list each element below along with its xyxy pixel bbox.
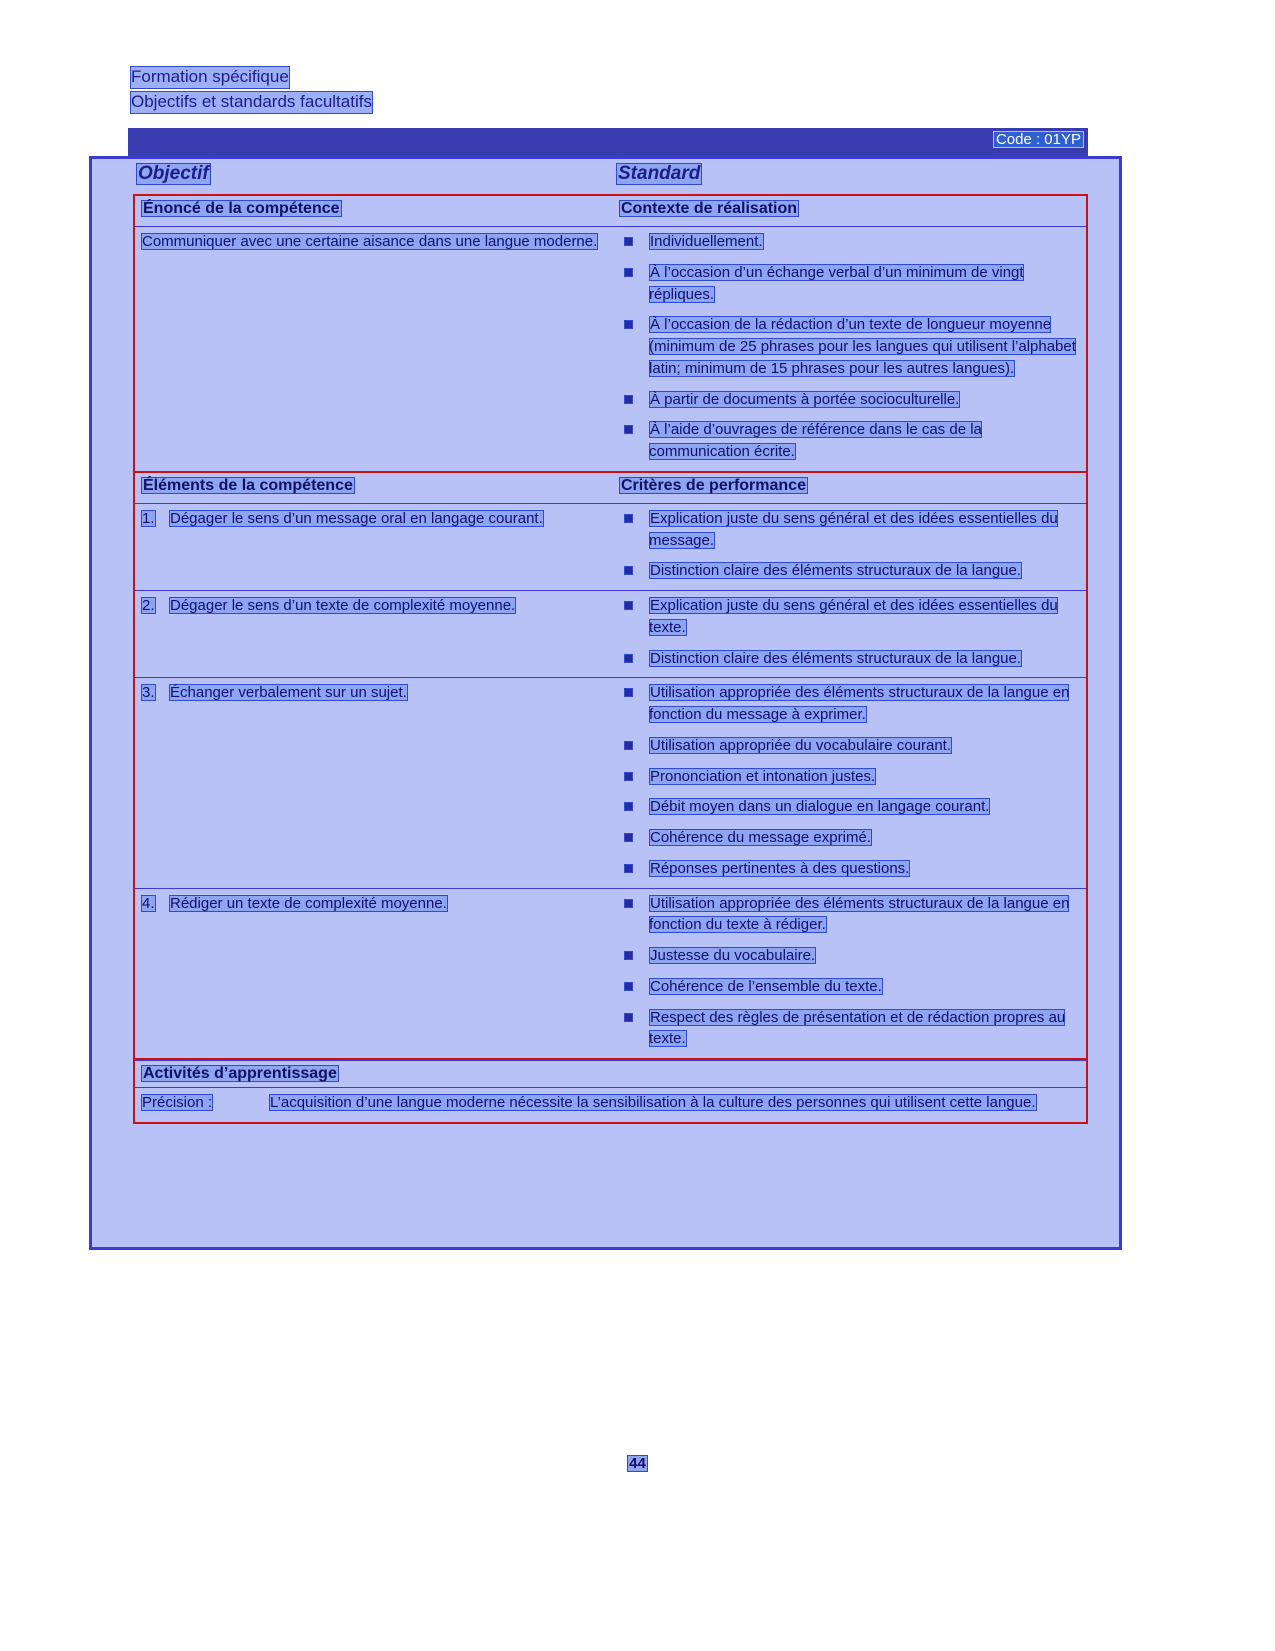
criteres-header-label: Critères de performance: [621, 476, 806, 494]
list-item: À partir de documents à portée socioculturelle.: [619, 389, 1080, 411]
list-item: Utilisation appropriée des éléments structuraux de la langue en fonction du message à exprimer.: [619, 682, 1080, 726]
enonce-header-cell: [135, 196, 613, 226]
criteres-header-cell: [613, 473, 1086, 503]
list-item: Explication juste du sens général et des idées essentielles du message.: [619, 508, 1080, 552]
criteres-cell: [613, 678, 1086, 887]
criteres-list: [619, 893, 1080, 1051]
list-item: À l’occasion d’un échange verbal d’un minimum de vingt répliques.: [619, 262, 1080, 306]
contexte-list-cell: [613, 227, 1086, 471]
standard-title: Standard: [618, 163, 701, 184]
header-line-2: Objectifs et standards facultatifs: [130, 91, 373, 114]
element-cell: [135, 504, 613, 590]
element-number: 4.: [142, 894, 155, 912]
document-header: [130, 66, 730, 116]
elements-header-label: Éléments de la compétence: [143, 476, 353, 494]
objectif-title: Objectif: [138, 163, 209, 184]
list-item: Cohérence de l’ensemble du texte.: [619, 976, 1080, 998]
contexte-list: [619, 231, 1080, 463]
list-item: À l’occasion de la rédaction d’un texte de longueur moyenne (minimum de 25 phrases pour les langues qui utilisent l’alphabet latin; minimum de 15 phrases pour les autres langues).: [619, 314, 1080, 379]
element-text: Dégager le sens d’un message oral en langage courant.: [170, 509, 543, 527]
numbered-element: [141, 893, 607, 915]
header-line-1: Formation spécifique: [130, 66, 290, 89]
activites-header-label: Activités d’apprentissage: [143, 1065, 337, 1082]
precision-row: [135, 1088, 1086, 1122]
elements-header-cell: [135, 473, 613, 503]
table-row: [135, 889, 1086, 1061]
table-row: [135, 504, 1086, 591]
competency-table: [133, 194, 1088, 1124]
criteres-cell: [613, 504, 1086, 590]
table-row: [135, 678, 1086, 888]
criteres-list: [619, 508, 1080, 582]
element-text: Échanger verbalement sur un sujet.: [170, 684, 407, 702]
element-cell: [135, 591, 613, 677]
list-item: Distinction claire des éléments structuraux de la langue.: [619, 648, 1080, 670]
list-item: À l’aide d’ouvrages de référence dans le cas de la communication écrite.: [619, 419, 1080, 463]
criteres-list: [619, 595, 1080, 669]
list-item: Réponses pertinentes à des questions.: [619, 858, 1080, 880]
criteres-list: [619, 682, 1080, 879]
element-cell: [135, 889, 613, 1059]
enonce-text-cell: [135, 227, 613, 471]
element-text: Rédiger un texte de complexité moyenne.: [170, 894, 447, 912]
element-number: 1.: [142, 509, 155, 527]
list-item: Justesse du vocabulaire.: [619, 945, 1080, 967]
list-item: Respect des règles de présentation et de rédaction propres au texte.: [619, 1007, 1080, 1051]
precision-label: Précision :: [142, 1094, 213, 1111]
list-item: Prononciation et intonation justes.: [619, 766, 1080, 788]
enonce-contexte-band: [135, 227, 1086, 473]
list-item: Explication juste du sens général et des idées essentielles du texte.: [619, 595, 1080, 639]
numbered-element: [141, 595, 607, 617]
table-row: [135, 591, 1086, 678]
list-item: Utilisation appropriée des éléments structuraux de la langue en fonction du texte à rédiger.: [619, 893, 1080, 937]
contexte-header-label: Contexte de réalisation: [621, 200, 798, 217]
list-item: Utilisation appropriée du vocabulaire courant.: [619, 735, 1080, 757]
list-item: Individuellement.: [619, 231, 1080, 253]
enonce-header-label: Énoncé de la compétence: [143, 200, 340, 217]
criteres-cell: [613, 591, 1086, 677]
list-item: Débit moyen dans un dialogue en langage courant.: [619, 796, 1080, 818]
list-item: Distinction claire des éléments structuraux de la langue.: [619, 560, 1080, 582]
precision-text: L’acquisition d’une langue moderne nécessite la sensibilisation à la culture des personnes qui utilisent cette langue.: [270, 1094, 1036, 1111]
element-number: 2.: [142, 597, 155, 614]
numbered-element: [141, 508, 607, 530]
page-number: 44: [629, 1455, 646, 1472]
element-text: Dégager le sens d’un texte de complexité moyenne.: [170, 597, 516, 614]
list-item: Cohérence du message exprimé.: [619, 827, 1080, 849]
column-titles: [136, 163, 1096, 189]
element-cell: [135, 678, 613, 887]
competency-code: Code : 01YP: [993, 131, 1084, 148]
table-header-band-1: [135, 196, 1086, 227]
element-number: 3.: [142, 684, 155, 702]
activites-header-cell: [135, 1060, 1086, 1088]
contexte-header-cell: [613, 196, 1086, 226]
criteres-cell: [613, 889, 1086, 1059]
enonce-text: Communiquer avec une certaine aisance dans une langue moderne.: [142, 233, 598, 250]
numbered-element: [141, 682, 607, 704]
code-bar: [128, 128, 1088, 156]
table-header-band-2: [135, 473, 1086, 504]
